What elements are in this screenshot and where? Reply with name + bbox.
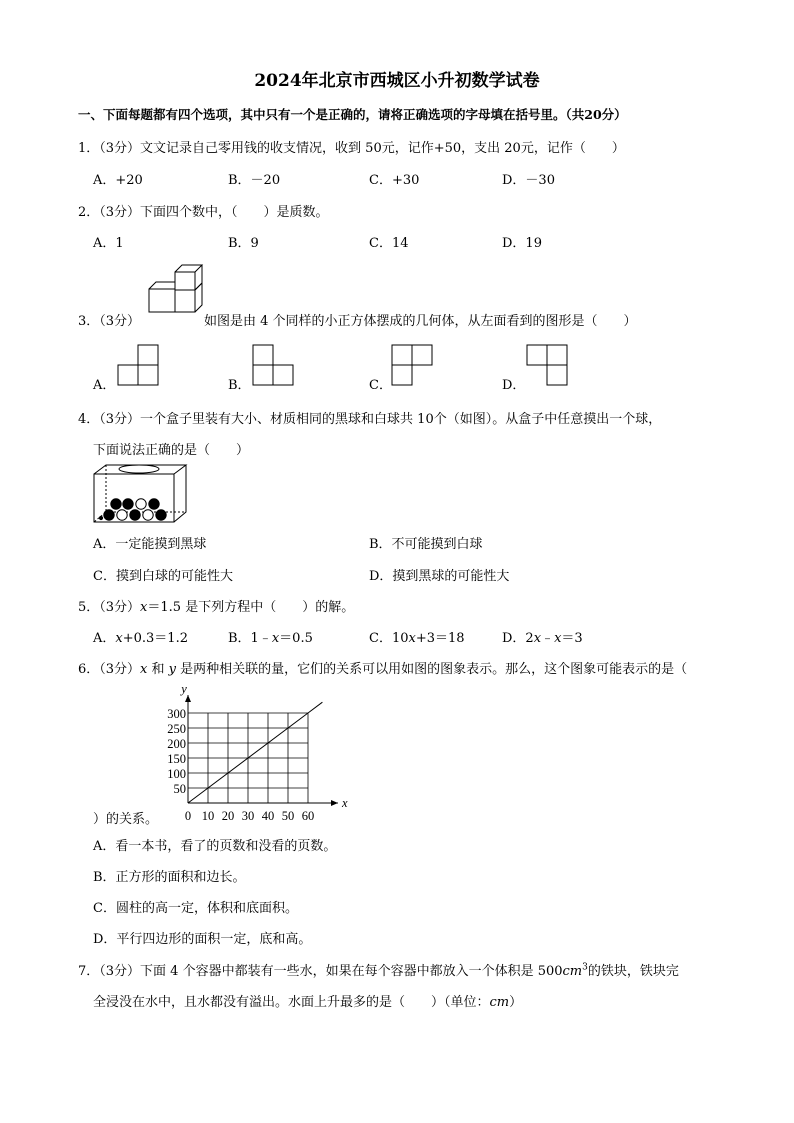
q7-unit-cm3: cm — [562, 964, 583, 979]
q5-option-c-var: x — [408, 631, 416, 646]
q3-option-a: A． — [93, 378, 116, 393]
q6-option-c: C．圆柱的高一定，体积和底面积。 — [93, 901, 298, 916]
q6-option-a: A．看一本书，看了的页数和没看的页数。 — [93, 839, 337, 854]
q2-option-a: A．1 — [93, 236, 124, 251]
q5-option-a-rest: +0.3＝1.2 — [122, 631, 188, 646]
q7-stem-line1 — [78, 960, 679, 979]
x-axis-arrow — [331, 800, 338, 806]
q2-option-c: C．14 — [369, 236, 409, 251]
q3-number: 3．（3分） — [78, 314, 141, 329]
y-tick-label: 200 — [167, 737, 186, 751]
series-line-extension — [308, 702, 322, 713]
q5-option-d-var1: x — [533, 631, 542, 646]
x-tick-label: 30 — [241, 809, 255, 823]
q7-line1-b: 的铁块，铁块完 — [587, 964, 679, 979]
q5-option-c-prefix: C．10 — [369, 631, 409, 646]
q6-stem-end: ）的关系。 — [93, 812, 159, 827]
q7-line2-b: ） — [509, 995, 523, 1010]
q5-option-b-var: x — [271, 631, 280, 646]
q1-option-a: A．+20 — [93, 173, 143, 188]
q5-option-d-minus: ﹣ — [541, 631, 555, 646]
x-axis-label: x — [342, 796, 348, 810]
y-tick-label: 100 — [167, 767, 186, 781]
q7-line1-a: 7．（3分）下面 4 个容器中都装有一些水，如果在每个容器中都放入一个体积是 500 — [78, 964, 563, 979]
q4-option-b: B．不可能摸到白球 — [369, 537, 483, 552]
q5-option-a-var: x — [115, 631, 123, 646]
q6-option-b: B．正方形的面积和边长。 — [93, 870, 246, 885]
q3-option-b: B． — [228, 378, 251, 393]
q6-option-d: D．平行四边形的面积一定，底和高。 — [93, 932, 312, 947]
q5-option-b-rest: ＝0.5 — [279, 631, 313, 646]
q2-stem: 2．（3分）下面四个数中，（ ）是质数。 — [78, 205, 329, 220]
q4-stem-line2: 下面说法正确的是（ ） — [93, 443, 250, 458]
q5-option-d-var2: x — [554, 631, 562, 646]
q5-option-c-rest: +3＝18 — [415, 631, 465, 646]
page-title: 2024年北京市西城区小升初数学试卷 — [254, 71, 540, 91]
y-tick-label: 50 — [173, 782, 186, 796]
q4-option-c: C．摸到白球的可能性大 — [93, 569, 233, 584]
q3-stem: 如图是由 4 个同样的小正方体摆成的几何体，从左面看到的图形是（ ） — [204, 314, 637, 329]
x-tick-label: 10 — [201, 809, 215, 823]
y-axis-label: y — [181, 682, 187, 696]
q5-option-a-prefix: A． — [93, 631, 116, 646]
q5-stem-text: ＝1.5 是下列方程中（ ）的解。 — [147, 600, 355, 615]
q6-number: 6．（3分） — [78, 662, 141, 677]
y-tick-label: 250 — [167, 722, 186, 736]
q5-variable: x — [140, 600, 148, 615]
x-tick-label: 0 — [184, 809, 192, 823]
q4-stem-line1: 4．（3分）一个盒子里装有大小、材质相同的黑球和白球共 10个（如图）。从盒子中任意摸出一个球， — [78, 412, 662, 427]
q3-option-c: C． — [369, 378, 392, 393]
q1-option-c: C．+30 — [369, 173, 420, 188]
x-tick-label: 40 — [261, 809, 275, 823]
y-tick-label: 300 — [167, 707, 186, 721]
section-header: 一、下面每题都有四个选项，其中只有一个是正确的，请将正确选项的字母填在括号里。（共20分） — [78, 107, 627, 122]
q2-option-b: B．9 — [228, 236, 259, 251]
q2-option-d: D．19 — [502, 236, 542, 251]
y-axis-arrow — [185, 695, 191, 702]
q3-option-d: D． — [502, 378, 526, 393]
x-tick-label: 50 — [281, 809, 295, 823]
q5-option-b-prefix: B．1﹣ — [228, 631, 272, 646]
q4-option-a: A．一定能摸到黑球 — [93, 537, 207, 552]
q5-option-d-rest: ＝3 — [561, 631, 583, 646]
y-tick-label: 150 — [167, 752, 186, 766]
q6-var-x: x — [140, 662, 148, 677]
q5-number: 5．（3分） — [78, 600, 141, 615]
q7-unit-cm: cm — [489, 995, 510, 1010]
q1-stem: 1．（3分）文文记录自己零用钱的收支情况，收到 50元，记作+50，支出 20元，记作（ ） — [78, 141, 625, 156]
q7-unit-sup: 3 — [582, 962, 588, 973]
q6-var-y: y — [168, 662, 177, 677]
q1-option-b: B．－20 — [228, 173, 281, 188]
q1-option-d: D．－30 — [502, 173, 555, 188]
x-tick-label: 20 — [221, 809, 235, 823]
q4-option-d: D．摸到黑球的可能性大 — [369, 569, 510, 584]
q5-option-d-prefix: D．2 — [502, 631, 534, 646]
q7-stem-line2 — [93, 991, 522, 1010]
q6-and: 和 — [147, 662, 169, 677]
q7-line2-a: 全浸没在水中，且水都没有溢出。水面上升最多的是（ ）（单位： — [93, 995, 490, 1010]
x-tick-label: 60 — [301, 809, 315, 823]
q6-stem-text: 是两种相关联的量，它们的关系可以用如图的图象表示。那么，这个图象可能表示的是（ — [176, 662, 688, 677]
